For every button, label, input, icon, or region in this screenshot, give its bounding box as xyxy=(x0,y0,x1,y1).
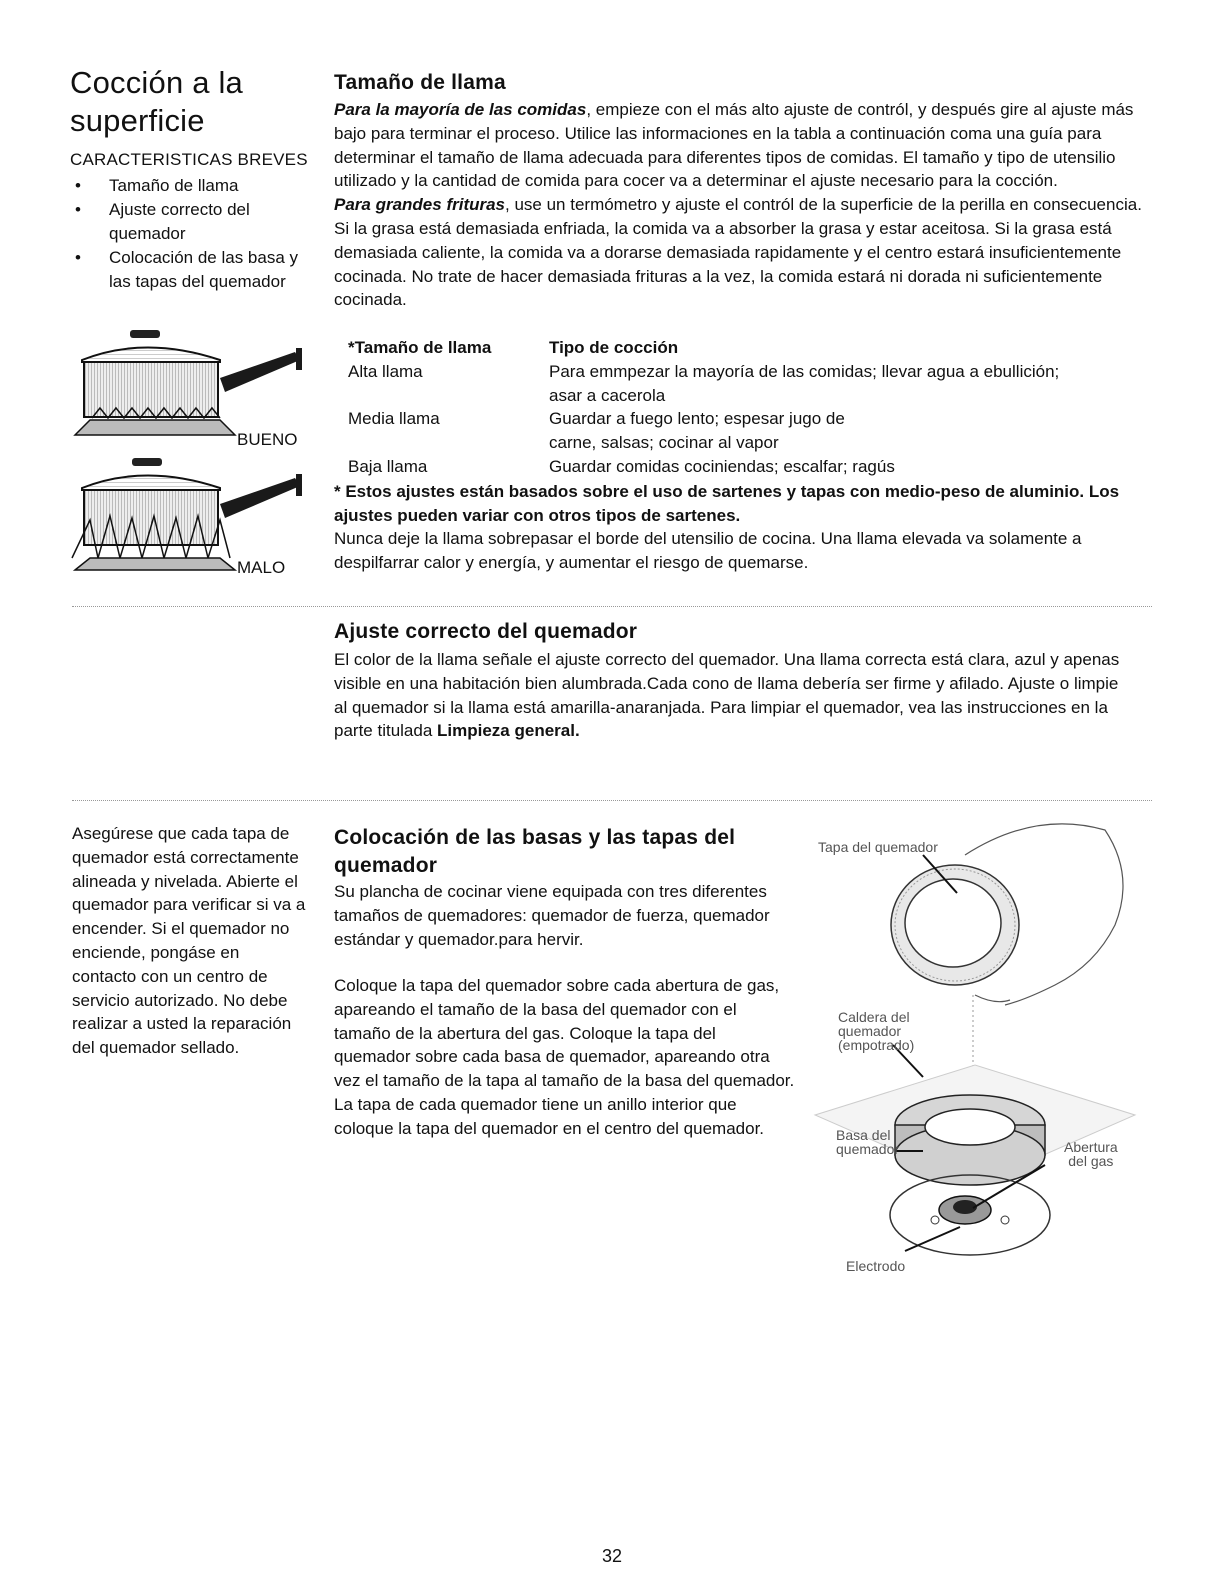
flame-size-table xyxy=(348,336,1148,479)
list-item: • Tamaño de llama xyxy=(72,174,322,198)
bowl-label: Caldera del quemador (empotrado) xyxy=(838,1009,915,1053)
table-header xyxy=(348,336,1148,360)
features-list xyxy=(72,174,322,294)
placement-steps: Coloque la tapa del quemador sobre cada abertura de gas, apareando el tamaño de la basa del quemador con el tamaño de la abertura del gas. Coloque la tapa del quemador sobre cada basa de quemador, apareando otra vez el tamaño de la tapa al tamaño de la basa del quemador. La tapa de cada quemador tiene un anillo interior que coloque la tapa del quemador en el centro del quemador. xyxy=(334,976,795,1138)
pot-icon xyxy=(82,330,302,417)
list-item: • Colocación de las basa y las tapas del quemador xyxy=(72,246,322,294)
page-number: 32 xyxy=(601,1546,623,1566)
adjust-text: El color de la llama señale el ajuste correcto del quemador. Una llama correcta está clara, azul y apenas visible en una habitación bien alumbrada.Cada cono de llama debería ser firme y afilado. Ajuste o limpie al quemador si la llama está amarilla-anaranjada. Para limpiar el quemador, vea las instrucciones en la parte titulada Limpieza general. xyxy=(334,650,1120,741)
base-label: Basa del quemador xyxy=(836,1127,900,1157)
gas-opening-icon xyxy=(890,1175,1050,1255)
column-header: Tipo de cocción xyxy=(549,338,679,357)
aluminum-note: * Estos ajustes están basados sobre el uso de sartenes y tapas con medio-peso de aluminio. Los ajustes pueden variar con otros tipos de sartenes. xyxy=(334,482,1120,525)
placement-heading: Colocación de las basas y las tapas del quemador xyxy=(334,826,736,877)
features-heading: CARACTERISTICAS BREVES xyxy=(70,150,308,169)
burner-cap-icon xyxy=(891,865,1019,985)
paragraph: Para la mayoría de las comidas, empieze con el más alto ajuste de contról, y después gire al ajuste más bajo para terminar el proceso. Utilice las informaciones en la tabla a continuación coma una guía para determinar el tamaño de llama adecuada para diferentes tipos de comidas. El tamaño y tipo de utensilio utilizado y la cantidad de comida para cocer va a determinar el ajuste necesario para la cocción. xyxy=(334,100,1134,191)
table-row: Alta llama Para emmpezar la mayoría de las comidas; llevar agua a ebullición; asar a cacerola xyxy=(348,361,1060,405)
pot-icon xyxy=(82,458,302,545)
placement-intro: Su plancha de cocinar viene equipada con tres diferentes tamaños de quemadores: quemador de fuerza, quemador estándar y quemador.para hervir. xyxy=(334,882,770,949)
flame-size-text xyxy=(334,98,1146,312)
paragraph: Para grandes frituras, use un termómetro y ajuste el contról de la superficie de la perilla en consecuencia. Si la grasa está demasiada enfriada, la comida va a absorber la grasa y estar aceitosa. Si la grasa está demasiada caliente, la comida va a dorarse demasiada rapidamente y el centro estará insuficientemente cocinada. No trate de hacer demasiada frituras a la vez, la comida estará ni dorada ni suficientemente cocinada. xyxy=(334,195,1142,310)
cleaning-reference: Limpieza general. xyxy=(437,721,580,741)
table-row: Media llama Guardar a fuego lento; espesar jugo de carne, salsas; cocinar al vapor xyxy=(348,409,845,453)
gas-opening-label: Abertura del gas xyxy=(1064,1139,1118,1169)
column-header: *Tamaño de llama xyxy=(348,338,492,357)
table-row: Baja llama Guardar comidas cociniendas; escalfar; ragús xyxy=(348,456,895,476)
cap-label: Tapa del quemador xyxy=(818,839,938,855)
alignment-note: Asegúrese que cada tapa de quemador está correctamente alineada y nivelada. Abierte el quemador para verificar si va a encender. Si el quemador no enciende, pongáse en contacto con un centro de servicio autorizado. No debe realizar a usted la reparación del quemador sellado. xyxy=(72,824,306,1058)
flame-warning: Nunca deje la llama sobrepasar el borde del utensilio de cocina. Una llama elevada va solamente a despilfarrar calor y energía, y aumentar el riesgo de quemarse. xyxy=(334,529,1082,572)
electrode-label: Electrodo xyxy=(846,1258,906,1274)
divider xyxy=(72,606,1152,607)
bad-label: MALO xyxy=(237,558,286,577)
adjust-heading: Ajuste correcto del quemador xyxy=(334,620,638,643)
list-item: • Ajuste correcto del quemador xyxy=(72,198,322,246)
page-title: Cocción a la superficie xyxy=(70,65,243,138)
flame-size-heading: Tamaño de llama xyxy=(334,71,506,94)
divider xyxy=(72,800,1152,801)
burner-base-icon xyxy=(895,1095,1045,1185)
good-label: BUENO xyxy=(237,430,298,449)
